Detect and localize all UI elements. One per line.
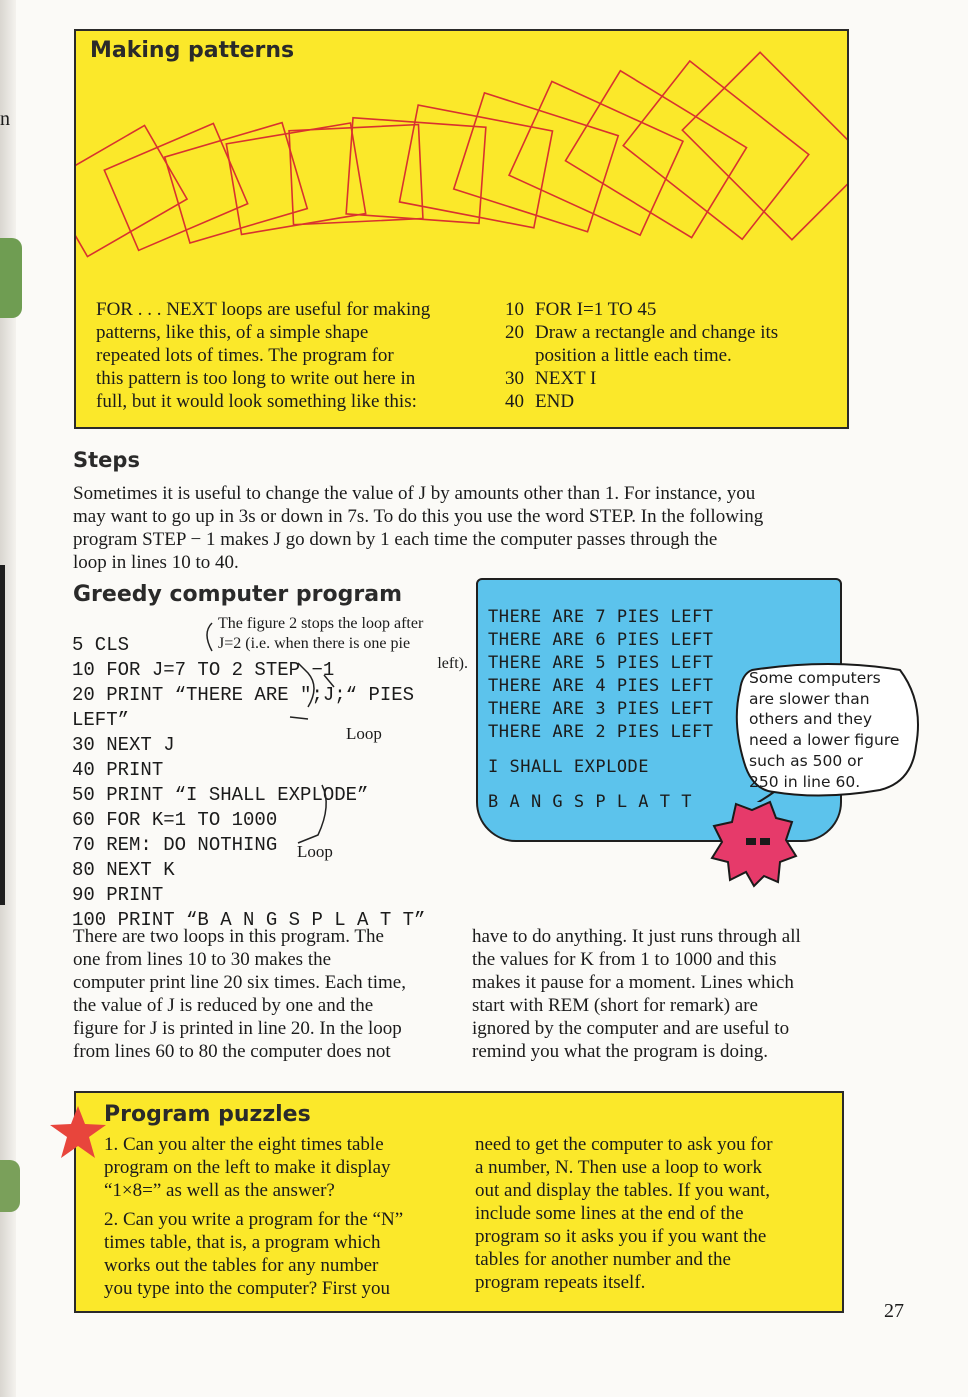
- line-text: Draw a rectangle and change its: [535, 322, 779, 343]
- screen-bang: B A N G S P L A T T: [488, 792, 692, 812]
- margin-dark-strip: [0, 565, 5, 905]
- text-line: 2. Can you write a program for the “N”: [104, 1209, 404, 1230]
- code-line: 40 PRINT: [72, 759, 164, 781]
- program-line: [505, 321, 835, 344]
- text-line: repeated lots of times. The program for: [96, 345, 394, 366]
- code-line: 70 REM: DO NOTHING: [72, 834, 278, 856]
- screen-line: THERE ARE 2 PIES LEFT: [488, 722, 714, 742]
- text-line: start with REM (short for remark) are: [472, 995, 758, 1016]
- greedy-title: Greedy computer program: [73, 582, 403, 607]
- puzzles-title: Program puzzles: [104, 1102, 311, 1127]
- patterns-program: [505, 298, 835, 413]
- bubble-line: are slower than: [749, 689, 870, 708]
- line-number: 30: [505, 368, 524, 389]
- text-line: There are two loops in this program. The: [73, 926, 384, 947]
- text-line: you type into the computer? First you: [104, 1278, 391, 1299]
- patterns-intro: [96, 298, 486, 413]
- bubble-line: such as 500 or: [749, 751, 864, 770]
- loop-label-1: Loop: [346, 724, 382, 743]
- program-line: [505, 298, 835, 321]
- text-line: program STEP − 1 makes J go down by 1 each time the computer passes through the: [73, 529, 718, 550]
- text-line: a number, N. Then use a loop to work: [475, 1157, 762, 1178]
- text-line: full, but it would look something like this:: [96, 391, 417, 412]
- text-line: program so it asks you if you want the: [475, 1226, 767, 1247]
- pink-robot-icon: [708, 800, 798, 890]
- text-line: Sometimes it is useful to change the value of J by amounts other than 1. For instance, you: [73, 483, 756, 504]
- loop-arrows: [200, 615, 340, 855]
- text-line: may want to go up in 3s or down in 7s. To do this you use the word STEP. In the following: [73, 506, 764, 527]
- code-line: 50 PRINT “I SHALL EXPLODE”: [72, 784, 369, 806]
- text-line: loop in lines 10 to 40.: [73, 552, 239, 573]
- text-line: computer print line 20 six times. Each time,: [73, 972, 406, 993]
- text-line: the values for K from 1 to 1000 and this: [472, 949, 777, 970]
- code-line: 80 NEXT K: [72, 859, 175, 881]
- patterns-title: Making patterns: [90, 38, 295, 63]
- screen-line: THERE ARE 7 PIES LEFT: [488, 607, 714, 627]
- line-number: 20: [505, 322, 524, 343]
- program-line: [505, 367, 835, 390]
- star-icon: [48, 1104, 108, 1160]
- text-line: FOR . . . NEXT loops are useful for making: [96, 299, 431, 320]
- text-line: remind you what the program is doing.: [472, 1041, 769, 1062]
- text-line: “1×8=” as well as the answer?: [104, 1180, 335, 1201]
- bubble-line: others and they: [749, 710, 872, 729]
- margin-robot-bottom: [0, 1160, 20, 1212]
- note-line: The figure 2 stops the loop after: [218, 615, 424, 632]
- text-line: figure for J is printed in line 20. In the loop: [73, 1018, 402, 1039]
- bubble-line: Some computers: [749, 669, 881, 687]
- line-text: FOR I=1 TO 45: [535, 299, 657, 320]
- code-line: 30 NEXT J: [72, 734, 175, 756]
- steps-title: Steps: [73, 448, 140, 472]
- screen-explode: I SHALL EXPLODE: [488, 757, 650, 777]
- speech-bubble: [749, 668, 924, 792]
- line-text: NEXT I: [535, 368, 597, 389]
- pattern-rectangle: [509, 81, 683, 235]
- screen-line: THERE ARE 5 PIES LEFT: [488, 653, 714, 673]
- edge-letter: n: [0, 108, 10, 130]
- code-line: 20 PRINT “THERE ARE ";J;“ PIES LEFT”: [72, 684, 415, 731]
- text-line: patterns, like this, of a simple shape: [96, 322, 369, 343]
- line-number: 10: [505, 299, 524, 320]
- rectangle-pattern: [76, 41, 847, 301]
- pattern-rectangle: [165, 123, 308, 243]
- bubble-line: need a lower figure: [749, 731, 900, 750]
- bubble-line: 250 in line 60.: [749, 772, 861, 791]
- text-line: program repeats itself.: [475, 1272, 646, 1293]
- text-line: include some lines at the end of the: [475, 1203, 744, 1224]
- code-line: 60 FOR K=1 TO 1000: [72, 809, 278, 831]
- page-number: 27: [884, 1300, 904, 1322]
- loop-label-2: Loop: [297, 842, 333, 861]
- code-line: 90 PRINT: [72, 884, 164, 906]
- code-line: 10 FOR J=7 TO 2 STEP −1: [72, 659, 335, 681]
- text-line: makes it pause for a moment. Lines which: [472, 972, 794, 993]
- text-line: ignored by the computer and are useful to: [472, 1018, 790, 1039]
- margin-robot-top: [0, 238, 22, 318]
- line-text: END: [535, 391, 575, 412]
- line-text: position a little each time.: [535, 345, 732, 366]
- pattern-rectangle: [289, 125, 423, 225]
- text-line: have to do anything. It just runs through all: [472, 926, 801, 947]
- text-line: the value of J is reduced by one and the: [73, 995, 374, 1016]
- text-line: out and display the tables. If you want,: [475, 1180, 770, 1201]
- text-line: program on the left to make it display: [104, 1157, 391, 1178]
- pattern-rectangle: [226, 123, 365, 234]
- puzzles-left: [104, 1133, 464, 1300]
- text-line: 1. Can you alter the eight times table: [104, 1134, 384, 1155]
- text-line: one from lines 10 to 30 makes the: [73, 949, 332, 970]
- explanation-right: [472, 925, 862, 1063]
- steps-paragraph: [73, 482, 853, 574]
- text-line: need to get the computer to ask you for: [475, 1134, 773, 1155]
- text-line: this pattern is too long to write out here in: [96, 368, 416, 389]
- code-line: 100 PRINT “B A N G S P L A T T”: [72, 909, 426, 931]
- note-line: J=2 (i.e. when there is one pie: [218, 635, 411, 652]
- screen-line: THERE ARE 6 PIES LEFT: [488, 630, 714, 650]
- screen-line: THERE ARE 3 PIES LEFT: [488, 699, 714, 719]
- text-line: from lines 60 to 80 the computer does not: [73, 1041, 391, 1062]
- pattern-rectangle: [104, 123, 247, 250]
- text-line: tables for another number and the: [475, 1249, 731, 1270]
- pattern-rectangle: [346, 118, 486, 224]
- program-line: [505, 390, 835, 413]
- program-line: [505, 344, 835, 367]
- screen-line: THERE ARE 4 PIES LEFT: [488, 676, 714, 696]
- note-line: left).: [437, 655, 468, 672]
- puzzles-right: [475, 1133, 835, 1294]
- text-line: times table, that is, a program which: [104, 1232, 381, 1253]
- text-line: works out the tables for any number: [104, 1255, 379, 1276]
- explanation-left: [73, 925, 463, 1063]
- line-number: 40: [505, 391, 524, 412]
- code-line: 5 CLS: [72, 634, 130, 656]
